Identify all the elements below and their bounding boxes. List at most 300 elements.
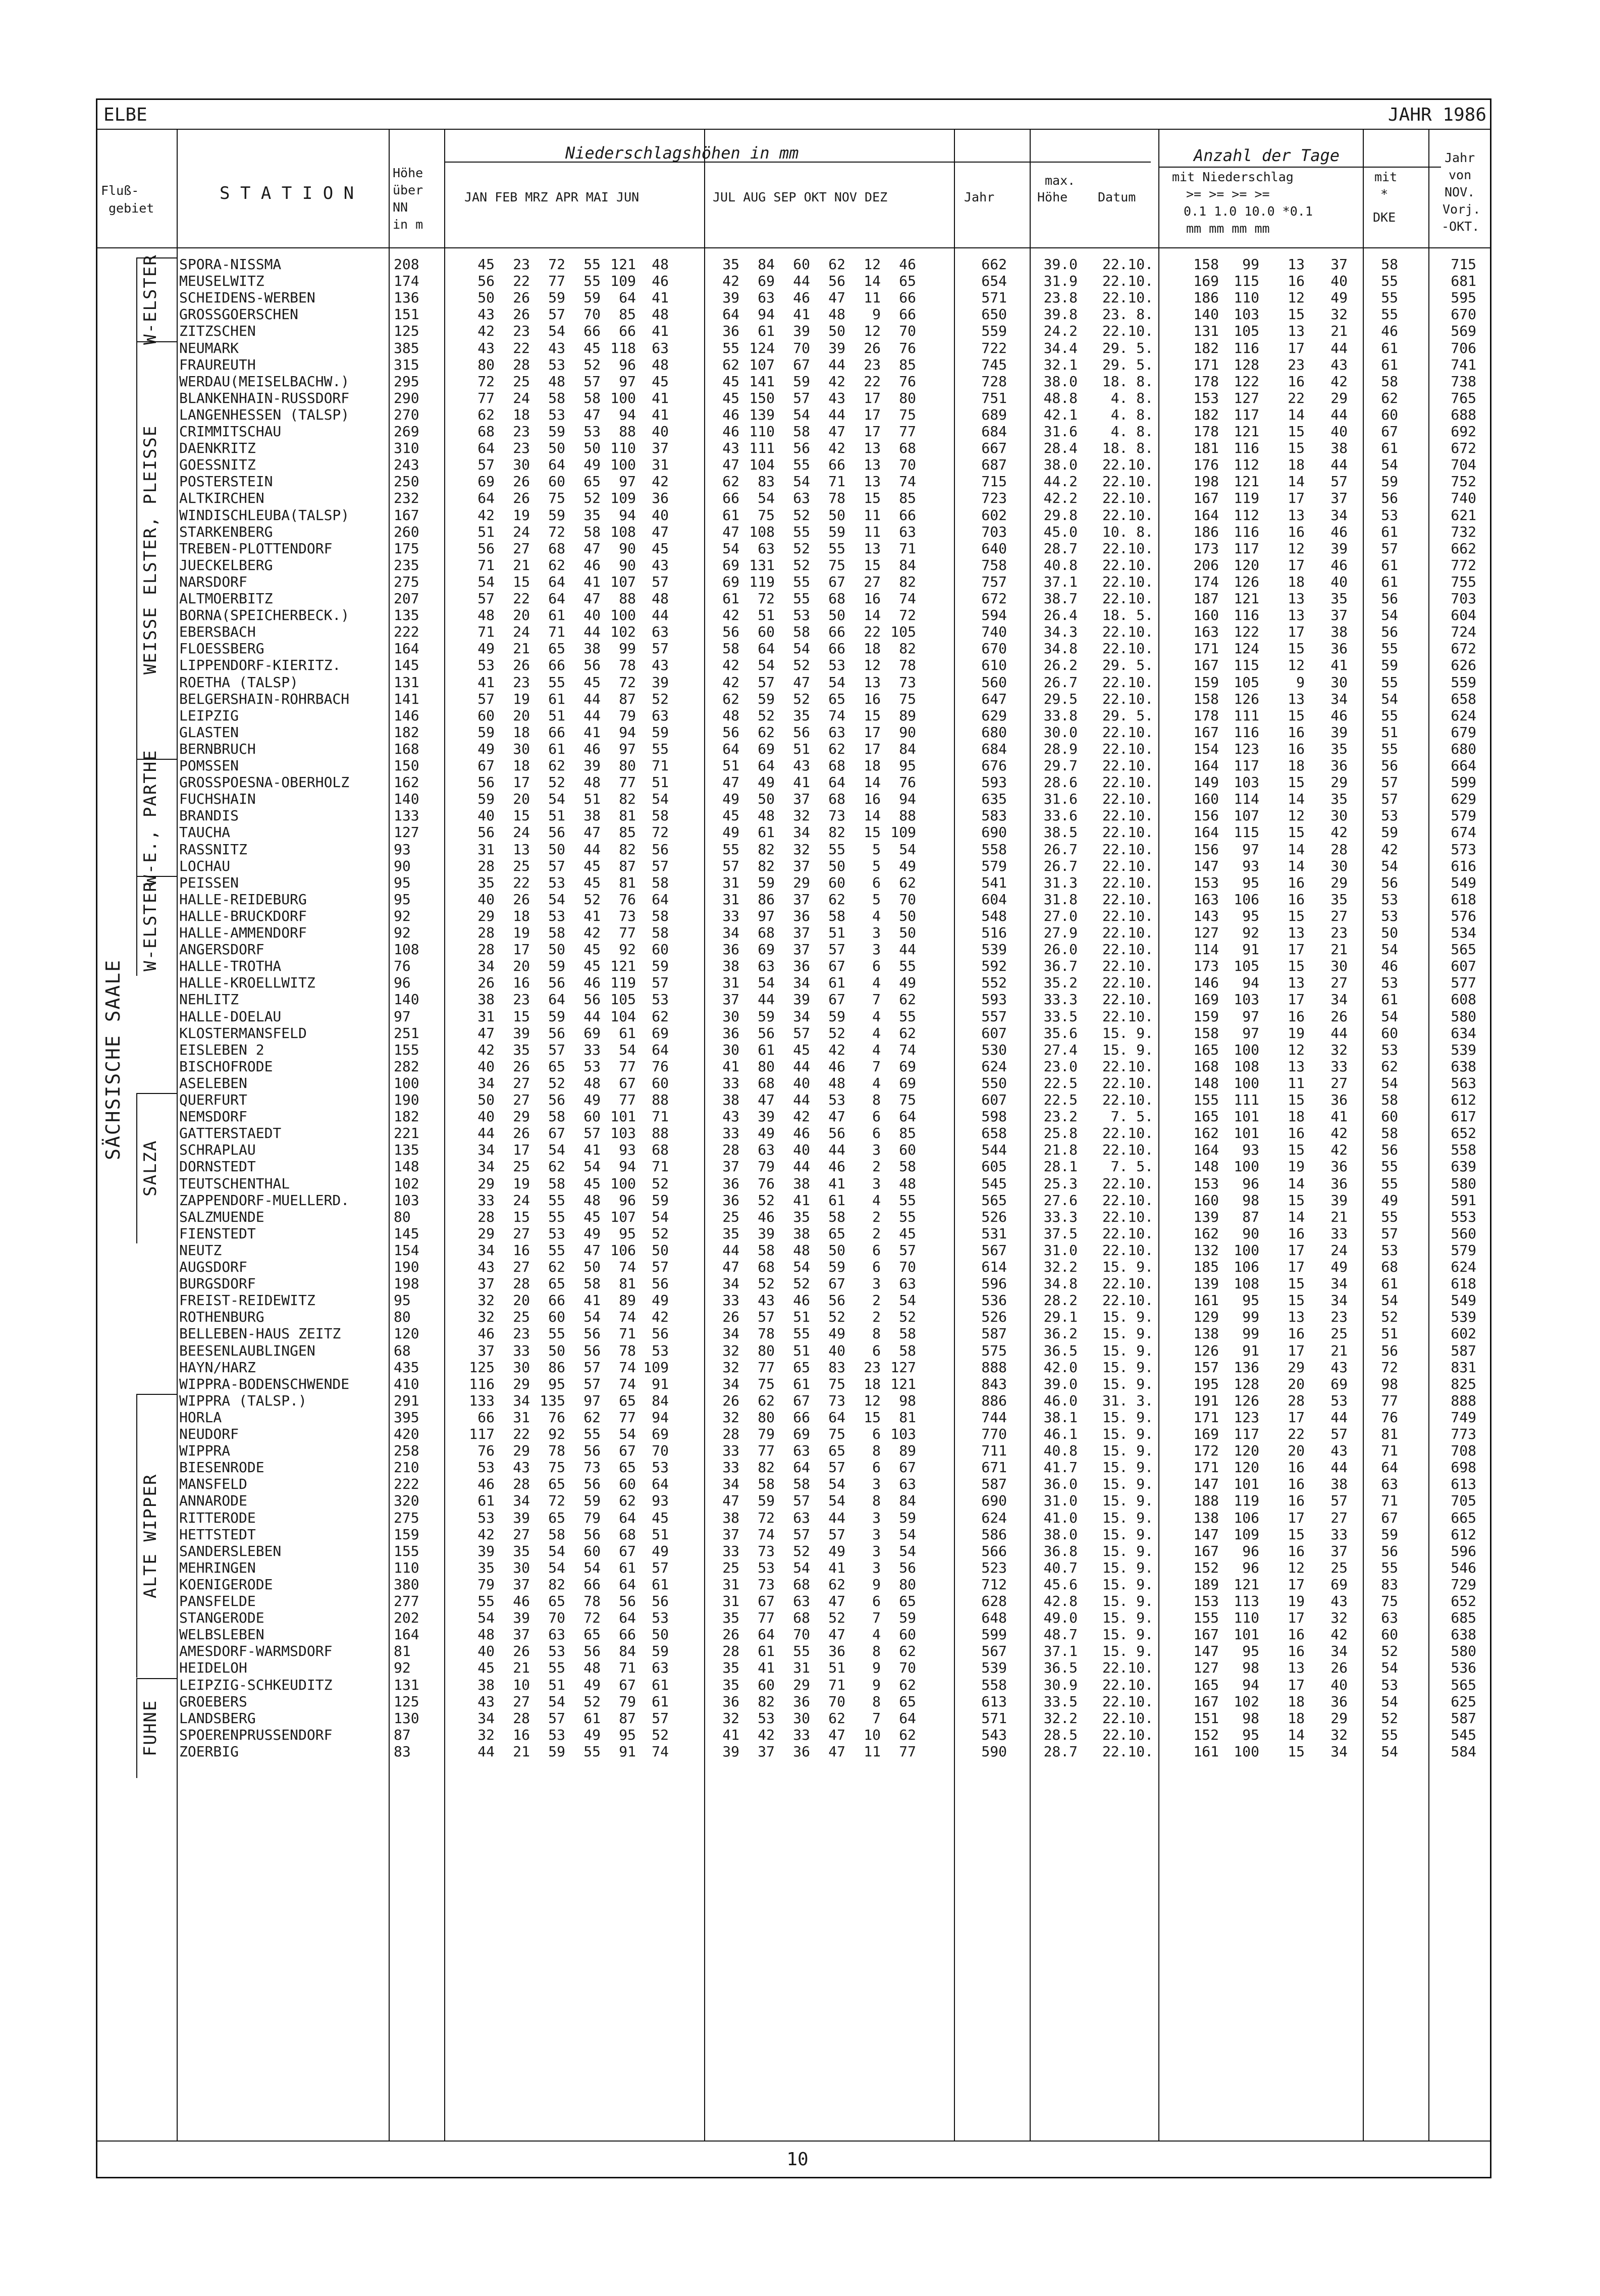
day-count: 206 [1193, 556, 1219, 573]
day-count: 30 [1330, 857, 1348, 874]
monthly-value: 53 [548, 406, 565, 423]
col-station: S T A T I O N [220, 183, 354, 203]
station-height: 92 [394, 907, 411, 924]
monthly-value: 53 [828, 1091, 845, 1108]
monthly-value: 3 [872, 1509, 881, 1526]
monthly-value: 34 [477, 1158, 495, 1175]
monthly-value: 32 [722, 1359, 739, 1376]
monthly-value: 94 [899, 791, 916, 808]
hydro-year-total: 563 [1451, 1074, 1476, 1091]
station-height: 125 [394, 323, 419, 340]
monthly-value: 44 [583, 841, 601, 858]
annual-total: 722 [981, 339, 1007, 356]
monthly-value: 45 [652, 373, 669, 390]
day-count: 44 [1330, 1459, 1348, 1476]
monthly-value: 83 [828, 1359, 845, 1376]
monthly-value: 53 [548, 1225, 565, 1242]
day-count: 119 [1234, 490, 1259, 507]
station-height: 232 [394, 490, 419, 507]
monthly-value: 26 [513, 473, 530, 490]
monthly-value: 34 [793, 824, 810, 841]
monthly-value: 116 [469, 1375, 495, 1392]
dke-count: 62 [1381, 389, 1398, 406]
monthly-value: 68 [477, 423, 495, 440]
monthly-value: 71 [548, 623, 565, 641]
station-name: RASSNITZ [179, 841, 247, 858]
station-height: 87 [394, 1726, 411, 1743]
max-date: 22.10. [1102, 323, 1153, 340]
station-name: PANSFELDE [179, 1593, 256, 1609]
station-name: GROSSGOERSCHEN [179, 306, 299, 323]
monthly-value: 55 [548, 1208, 565, 1225]
monthly-value: 90 [899, 723, 916, 741]
day-count: 143 [1193, 907, 1219, 924]
day-count: 33 [1330, 1225, 1348, 1242]
monthly-value: 58 [793, 423, 810, 440]
annual-total: 744 [981, 1408, 1007, 1426]
day-count: 14 [1288, 1175, 1305, 1192]
dke-count: 55 [1381, 740, 1398, 757]
monthly-value: 20 [513, 958, 530, 975]
monthly-value: 53 [477, 1459, 495, 1476]
monthly-value: 79 [619, 1693, 636, 1710]
monthly-value: 54 [793, 640, 810, 657]
monthly-value: 41 [652, 323, 669, 340]
monthly-value: 41 [583, 1292, 601, 1309]
day-count: 57 [1330, 1492, 1348, 1509]
max-height: 29.7 [1043, 757, 1078, 774]
day-count: 23 [1330, 1309, 1348, 1326]
day-count: 15 [1288, 774, 1305, 791]
station-name: DORNSTEDT [179, 1158, 256, 1175]
day-count: 110 [1234, 1609, 1259, 1627]
monthly-value: 76 [548, 1408, 565, 1426]
station-name: NEUTZ [179, 1241, 222, 1259]
monthly-value: 55 [828, 540, 845, 557]
station-height: 222 [394, 623, 419, 641]
monthly-value: 44 [722, 1241, 739, 1259]
hydro-year-total: 596 [1451, 1542, 1476, 1559]
monthly-value: 31 [513, 1408, 530, 1426]
monthly-value: 3 [872, 1141, 881, 1159]
monthly-value: 88 [652, 1091, 669, 1108]
monthly-value: 55 [899, 958, 916, 975]
day-count: 33 [1330, 1058, 1348, 1075]
day-count: 29 [1330, 874, 1348, 891]
monthly-value: 97 [758, 907, 775, 924]
monthly-value: 62 [899, 1643, 916, 1660]
monthly-value: 96 [619, 356, 636, 373]
monthly-value: 47 [722, 1259, 739, 1275]
monthly-value: 50 [477, 1091, 495, 1108]
monthly-value: 34 [477, 958, 495, 975]
monthly-value: 34 [722, 1375, 739, 1392]
day-count: 117 [1234, 1426, 1259, 1442]
monthly-value: 63 [793, 1442, 810, 1459]
monthly-value: 26 [513, 289, 530, 306]
annual-total: 843 [981, 1375, 1007, 1392]
day-count: 108 [1234, 1275, 1259, 1292]
group-bracket [136, 876, 177, 877]
monthly-value: 54 [899, 1526, 916, 1543]
station-name: BRANDIS [179, 807, 239, 824]
day-count: 18 [1288, 757, 1305, 774]
monthly-value: 68 [793, 1609, 810, 1627]
day-count: 69 [1330, 1576, 1348, 1593]
day-count: 160 [1193, 791, 1219, 808]
annual-total: 593 [981, 991, 1007, 1008]
monthly-value: 36 [722, 323, 739, 340]
station-height: 207 [394, 590, 419, 607]
monthly-value: 82 [758, 841, 775, 858]
monthly-value: 45 [652, 1509, 669, 1526]
monthly-value: 50 [548, 941, 565, 958]
monthly-value: 63 [793, 1509, 810, 1526]
group-label: W-E., PARTHE [140, 749, 161, 885]
max-date: 22.10. [1102, 456, 1153, 474]
monthly-value: 40 [583, 607, 601, 624]
monthly-value: 8 [872, 1442, 881, 1459]
monthly-value: 16 [513, 974, 530, 992]
day-count: 17 [1288, 1509, 1305, 1526]
col-hoehe-3: NN [393, 200, 408, 215]
station-name: BORNA(SPEICHERBECK.) [179, 607, 350, 624]
station-name: POSTERSTEIN [179, 473, 273, 490]
day-count: 121 [1234, 423, 1259, 440]
monthly-value: 54 [583, 1559, 601, 1576]
max-height: 27.4 [1043, 1041, 1078, 1058]
annual-total: 598 [981, 1108, 1007, 1125]
day-count: 13 [1288, 974, 1305, 992]
monthly-value: 41 [583, 723, 601, 741]
day-count: 96 [1242, 1559, 1259, 1576]
day-count: 37 [1330, 490, 1348, 507]
monthly-value: 15 [864, 707, 881, 724]
monthly-value: 62 [899, 1676, 916, 1693]
monthly-value: 53 [652, 1609, 669, 1627]
annual-total: 758 [981, 556, 1007, 573]
monthly-value: 58 [652, 874, 669, 891]
dke-count: 51 [1381, 1325, 1398, 1342]
monthly-value: 62 [828, 256, 845, 273]
day-count: 123 [1234, 1408, 1259, 1426]
monthly-value: 3 [872, 1526, 881, 1543]
day-count: 105 [1234, 673, 1259, 691]
monthly-value: 13 [864, 473, 881, 490]
annual-total: 715 [981, 473, 1007, 490]
monthly-value: 35 [513, 1041, 530, 1058]
monthly-value: 19 [513, 690, 530, 707]
station-height: 164 [394, 1626, 419, 1643]
max-date: 18. 5. [1102, 607, 1153, 624]
monthly-value: 46 [722, 423, 739, 440]
day-count: 36 [1330, 1693, 1348, 1710]
monthly-value: 64 [548, 590, 565, 607]
monthly-value: 57 [758, 1309, 775, 1326]
monthly-value: 37 [513, 1576, 530, 1593]
monthly-value: 54 [758, 974, 775, 992]
monthly-value: 32 [793, 841, 810, 858]
dke-count: 56 [1381, 874, 1398, 891]
monthly-value: 35 [477, 874, 495, 891]
monthly-value: 22 [513, 273, 530, 290]
day-count: 44 [1330, 406, 1348, 423]
monthly-value: 47 [583, 824, 601, 841]
monthly-value: 101 [610, 1108, 636, 1125]
station-name: MEHRINGEN [179, 1559, 256, 1576]
monthly-value: 56 [793, 440, 810, 457]
monthly-value: 20 [513, 607, 530, 624]
day-count: 46 [1330, 556, 1348, 573]
monthly-value: 84 [899, 1492, 916, 1509]
monthly-value: 47 [583, 1241, 601, 1259]
max-date: 29. 5. [1102, 356, 1153, 373]
col-jahr-von-3: NOV. [1445, 185, 1475, 199]
dke-count: 72 [1381, 1359, 1398, 1376]
hydro-year-total: 613 [1451, 1476, 1476, 1493]
monthly-value: 32 [722, 1342, 739, 1359]
hydro-year-total: 638 [1451, 1058, 1476, 1075]
monthly-value: 57 [652, 974, 669, 992]
monthly-value: 39 [513, 1024, 530, 1041]
monthly-value: 15 [513, 1208, 530, 1225]
hydro-year-total: 706 [1451, 339, 1476, 356]
max-date: 4. 8. [1110, 389, 1153, 406]
monthly-value: 38 [793, 1175, 810, 1192]
monthly-value: 51 [828, 1659, 845, 1677]
group-bracket [136, 876, 137, 976]
day-count: 169 [1193, 1426, 1219, 1442]
max-date: 22.10. [1102, 473, 1153, 490]
day-count: 182 [1193, 339, 1219, 356]
station-name: SCHEIDENS-WERBEN [179, 289, 315, 306]
monthly-value: 47 [828, 289, 845, 306]
monthly-value: 33 [722, 1292, 739, 1309]
monthly-value: 47 [828, 1108, 845, 1125]
monthly-value: 53 [477, 1509, 495, 1526]
station-name: ROTHENBURG [179, 1309, 264, 1326]
monthly-value: 109 [610, 490, 636, 507]
station-height: 136 [394, 289, 419, 306]
monthly-value: 58 [899, 1325, 916, 1342]
day-count: 16 [1288, 740, 1305, 757]
annual-total: 575 [981, 1342, 1007, 1359]
monthly-value: 42 [652, 1309, 669, 1326]
monthly-value: 97 [619, 740, 636, 757]
max-date: 22.10. [1102, 1208, 1153, 1225]
hydro-year-total: 545 [1451, 1726, 1476, 1743]
monthly-value: 32 [722, 1709, 739, 1727]
monthly-value: 28 [513, 1275, 530, 1292]
col-hoehe-1: Höhe [393, 166, 423, 180]
divider [96, 2141, 1491, 2142]
dke-count: 53 [1381, 891, 1398, 908]
monthly-value: 92 [548, 1426, 565, 1442]
monthly-value: 44 [828, 1509, 845, 1526]
station-height: 290 [394, 389, 419, 406]
station-name: HALLE-KROELLWITZ [179, 974, 315, 992]
max-date: 22.10. [1102, 540, 1153, 557]
monthly-value: 79 [477, 1576, 495, 1593]
monthly-value: 44 [758, 991, 775, 1008]
day-count: 34 [1330, 991, 1348, 1008]
monthly-value: 68 [828, 757, 845, 774]
monthly-value: 42 [722, 273, 739, 290]
monthly-value: 131 [749, 556, 775, 573]
monthly-value: 41 [828, 1559, 845, 1576]
monthly-value: 109 [890, 824, 916, 841]
col-max-1: max. [1045, 173, 1076, 188]
monthly-value: 63 [793, 490, 810, 507]
monthly-value: 68 [758, 1259, 775, 1275]
day-count: 13 [1288, 607, 1305, 624]
hydro-year-total: 741 [1451, 356, 1476, 373]
hydro-year-total: 536 [1451, 1659, 1476, 1677]
monthly-value: 78 [899, 657, 916, 674]
day-count: 154 [1193, 740, 1219, 757]
monthly-value: 78 [619, 657, 636, 674]
monthly-value: 78 [828, 490, 845, 507]
monthly-value: 51 [548, 1676, 565, 1693]
monthly-value: 100 [610, 389, 636, 406]
dke-count: 53 [1381, 807, 1398, 824]
station-name: FIENSTEDT [179, 1225, 256, 1242]
station-name: BELGERSHAIN-ROHRBACH [179, 690, 350, 707]
monthly-value: 58 [828, 907, 845, 924]
hydro-year-total: 688 [1451, 406, 1476, 423]
monthly-value: 71 [619, 1659, 636, 1677]
station-height: 145 [394, 1225, 419, 1242]
monthly-value: 54 [652, 791, 669, 808]
day-count: 30 [1330, 673, 1348, 691]
monthly-value: 76 [899, 774, 916, 791]
monthly-value: 37 [793, 891, 810, 908]
monthly-value: 26 [513, 306, 530, 323]
day-count: 93 [1242, 857, 1259, 874]
max-height: 33.3 [1043, 991, 1078, 1008]
hydro-year-total: 539 [1451, 1309, 1476, 1326]
day-count: 152 [1193, 1559, 1219, 1576]
station-name: HAYN/HARZ [179, 1359, 256, 1376]
monthly-value: 24 [513, 389, 530, 406]
monthly-value: 59 [758, 1492, 775, 1509]
monthly-value: 17 [864, 723, 881, 741]
annual-total: 658 [981, 1125, 1007, 1142]
monthly-value: 36 [722, 1024, 739, 1041]
monthly-value: 60 [548, 473, 565, 490]
hydro-year-total: 587 [1451, 1709, 1476, 1727]
monthly-value: 88 [619, 590, 636, 607]
monthly-value: 33 [722, 1442, 739, 1459]
monthly-value: 86 [548, 1359, 565, 1376]
day-count: 25 [1330, 1559, 1348, 1576]
monthly-value: 47 [477, 1024, 495, 1041]
monthly-value: 28 [722, 1141, 739, 1159]
day-count: 186 [1193, 523, 1219, 540]
max-date: 22.10. [1102, 991, 1153, 1008]
day-count: 49 [1330, 289, 1348, 306]
station-name: NEMSDORF [179, 1108, 247, 1125]
monthly-value: 54 [583, 1309, 601, 1326]
hydro-year-total: 618 [1451, 891, 1476, 908]
day-count: 13 [1288, 256, 1305, 273]
monthly-value: 60 [793, 256, 810, 273]
dke-count: 54 [1381, 1074, 1398, 1091]
monthly-value: 55 [899, 1191, 916, 1209]
monthly-value: 64 [652, 1476, 669, 1493]
annual-total: 672 [981, 590, 1007, 607]
monthly-value: 43 [722, 440, 739, 457]
monthly-value: 52 [793, 506, 810, 524]
day-count: 16 [1288, 891, 1305, 908]
monthly-value: 77 [619, 1408, 636, 1426]
day-count: 21 [1330, 1342, 1348, 1359]
monthly-value: 43 [652, 657, 669, 674]
monthly-value: 51 [828, 924, 845, 941]
monthly-value: 54 [548, 1542, 565, 1559]
hydro-year-total: 704 [1451, 456, 1476, 474]
monthly-value: 72 [758, 1509, 775, 1526]
annual-total: 552 [981, 974, 1007, 992]
station-name: GROSSPOESNA-OBERHOLZ [179, 774, 350, 791]
monthly-value: 53 [758, 1709, 775, 1727]
monthly-value: 52 [583, 356, 601, 373]
monthly-value: 71 [652, 757, 669, 774]
hydro-year-total: 591 [1451, 1191, 1476, 1209]
annual-total: 560 [981, 673, 1007, 691]
monthly-value: 11 [864, 523, 881, 540]
monthly-value: 70 [899, 891, 916, 908]
annual-total: 610 [981, 657, 1007, 674]
max-height: 36.2 [1043, 1325, 1078, 1342]
monthly-value: 26 [513, 657, 530, 674]
monthly-value: 33 [583, 1041, 601, 1058]
hydro-year-total: 576 [1451, 907, 1476, 924]
dke-count: 81 [1381, 1426, 1398, 1442]
monthly-value: 52 [828, 1609, 845, 1627]
monthly-value: 75 [548, 490, 565, 507]
monthly-value: 41 [652, 406, 669, 423]
station-height: 68 [394, 1342, 411, 1359]
max-date: 22.10. [1102, 924, 1153, 941]
station-name: FREIST-REIDEWITZ [179, 1292, 315, 1309]
station-name: ZOERBIG [179, 1743, 239, 1760]
monthly-value: 55 [583, 1426, 601, 1442]
dke-count: 56 [1381, 1542, 1398, 1559]
max-height: 38.5 [1043, 824, 1078, 841]
monthly-value: 56 [652, 1275, 669, 1292]
monthly-value: 32 [722, 1408, 739, 1426]
monthly-value: 51 [793, 1309, 810, 1326]
monthly-value: 9 [872, 1659, 881, 1677]
monthly-value: 67 [828, 958, 845, 975]
monthly-value: 48 [583, 1074, 601, 1091]
dke-count: 56 [1381, 623, 1398, 641]
monthly-value: 72 [548, 256, 565, 273]
monthly-value: 82 [619, 841, 636, 858]
monthly-value: 30 [793, 1709, 810, 1727]
day-count: 162 [1193, 1225, 1219, 1242]
monthly-value: 3 [872, 941, 881, 958]
hydro-year-total: 626 [1451, 657, 1476, 674]
monthly-value: 66 [583, 1576, 601, 1593]
monthly-value: 58 [722, 640, 739, 657]
monthly-value: 47 [758, 1091, 775, 1108]
monthly-value: 50 [652, 1241, 669, 1259]
monthly-value: 88 [899, 807, 916, 824]
max-height: 34.8 [1043, 1275, 1078, 1292]
max-height: 24.2 [1043, 323, 1078, 340]
